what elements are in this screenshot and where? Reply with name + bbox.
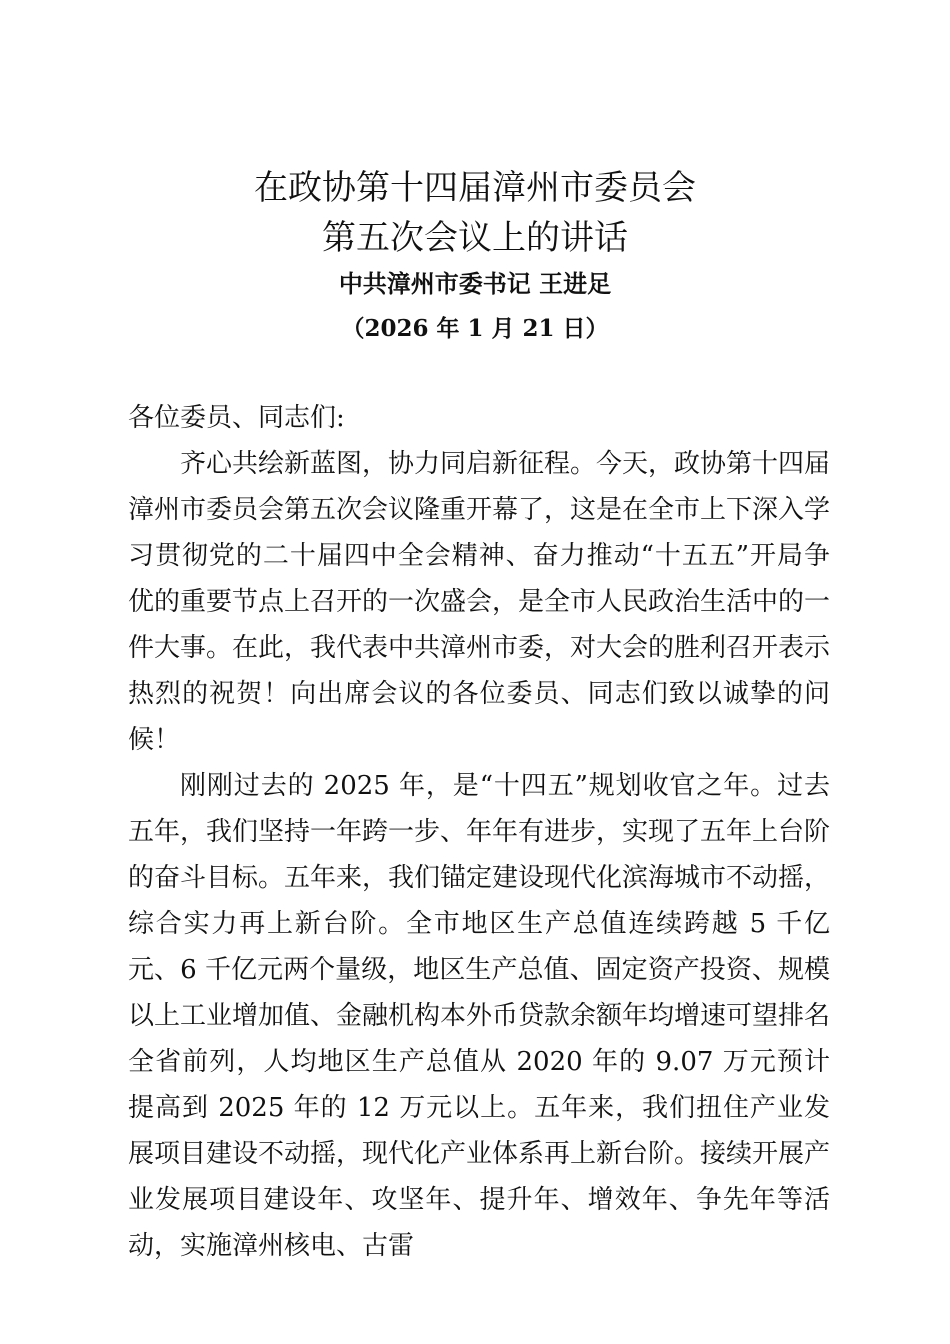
speaker-byline: 中共漳州市委书记 王进足 xyxy=(338,269,612,298)
speech-date: （2026 年 1 月 21 日） xyxy=(341,315,609,342)
body-paragraph-2: 刚刚过去的 2025 年，是“十四五”规划收官之年。过去五年，我们坚持一年跨一步、年年有进步，实现了五年上台阶的奋斗目标。五年来，我们锚定建设现代化滨海城市不动摇，综合实力再上新台阶。全市地区生产总值连续跨越 5 千亿元、6 千亿元两个量级，地区生产总值、固定资产投资、规模以上工业增加值、金融机构本外币贷款余额年均增速可望排名全省前列，人均地区生产总值从 2020 年的 9.07 万元预计提高到 2025 年的 12 万元以上。五年来，我们扭住产业发展项目建设不动摇，现代化产业体系再上新台阶。接续开展产业发展项目建设年、攻坚年、提升年、增效年、争先年等活动，实施漳州核电、古雷 xyxy=(128,771,831,1261)
document-title-line-2: 第五次会议上的讲话 xyxy=(322,218,628,258)
speech-body xyxy=(128,395,830,1269)
salutation: 各位委员、同志们: xyxy=(128,403,345,433)
document-title-line-1: 在政协第十四届漳州市委员会 xyxy=(254,168,696,208)
body-paragraph-1: 齐心共绘新蓝图，协力同启新征程。今天，政协第十四届漳州市委员会第五次会议隆重开幕了，这是在全市上下深入学习贯彻党的二十届四中全会精神、奋力推动“十五五”开局争优的重要节点上召开的一次盛会，是全市人民政治生活中的一件大事。在此，我代表中共漳州市委，对大会的胜利召开表示热烈的祝贺！向出席会议的各位委员、同志们致以诚挚的问候！ xyxy=(128,449,831,755)
